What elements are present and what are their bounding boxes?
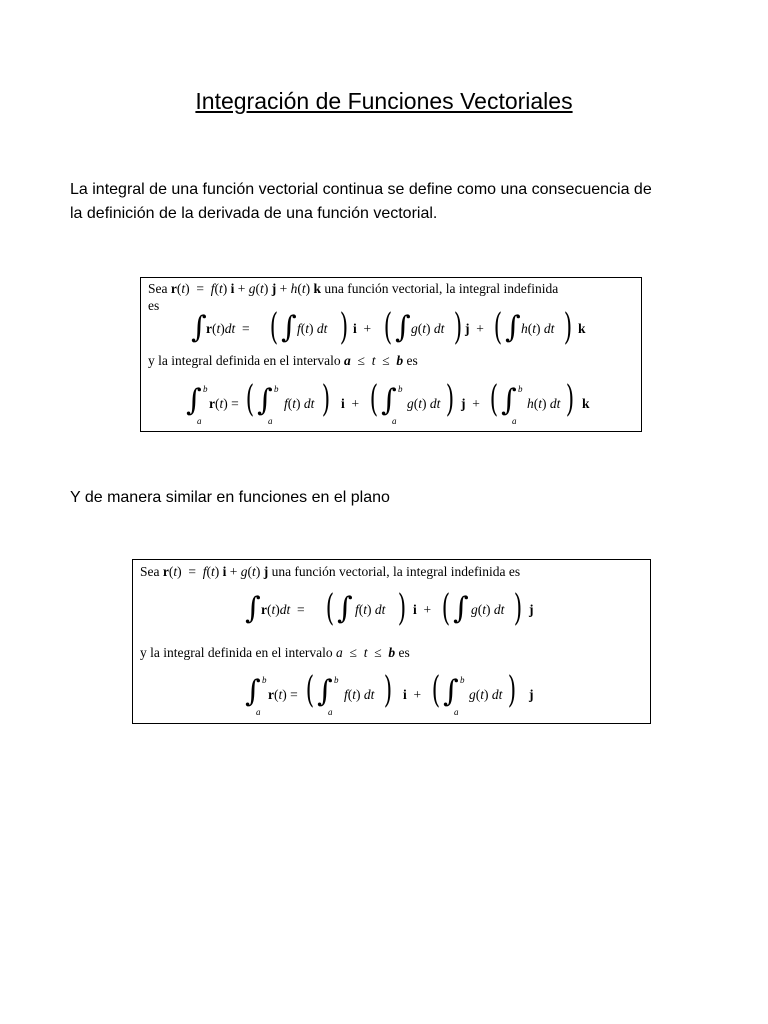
box2d-definition-line: Sea r(t) = f(t) i + g(t) j una función vectorial, la integral indefinida es	[140, 564, 521, 579]
box3d-definite-integral: ∫ b a r(t) = ( ∫ b a f(t) dt ) i + ( ∫ b a g(t) dt ) j + ( ∫ b a h(t) dt ) k	[186, 379, 590, 426]
page-title: Integración de Funciones Vectoriales	[195, 88, 573, 114]
box3d-indefinite-integral: ∫ r(t)dt = ( ∫ f(t) dt ) i + ( ∫ g(t) dt ) j + ( ∫ h(t) dt ) k	[191, 307, 586, 348]
box2d-interval-line: y la integral definida en el intervalo a ≤ t ≤ b es	[140, 645, 410, 660]
box3d-definition-line: Sea r(t) = f(t) i + g(t) j + h(t) k una función vectorial, la integral indefinida	[148, 281, 559, 296]
box2d-indefinite-integral: ∫ r(t)dt = ( ∫ f(t) dt ) i + ( ∫ g(t) dt ) j	[245, 588, 534, 629]
box2d-definite-integral: ∫ b a r(t) = ( ∫ b a f(t) dt ) i + ( ∫ b a g(t) dt ) j	[245, 670, 534, 717]
intro-line-1: La integral de una función vectorial continua se define como una consecuencia de	[70, 181, 652, 198]
intro-line-2: la definición de la derivada de una función vectorial.	[70, 205, 438, 222]
box3d-es-line: es	[148, 298, 160, 313]
plane-intro: Y de manera similar en funciones en el plano	[70, 489, 390, 506]
formula-box-2d	[132, 559, 651, 724]
formula-box-3d	[140, 277, 642, 432]
box3d-interval-line: y la integral definida en el intervalo a ≤ t ≤ b es	[148, 353, 418, 368]
